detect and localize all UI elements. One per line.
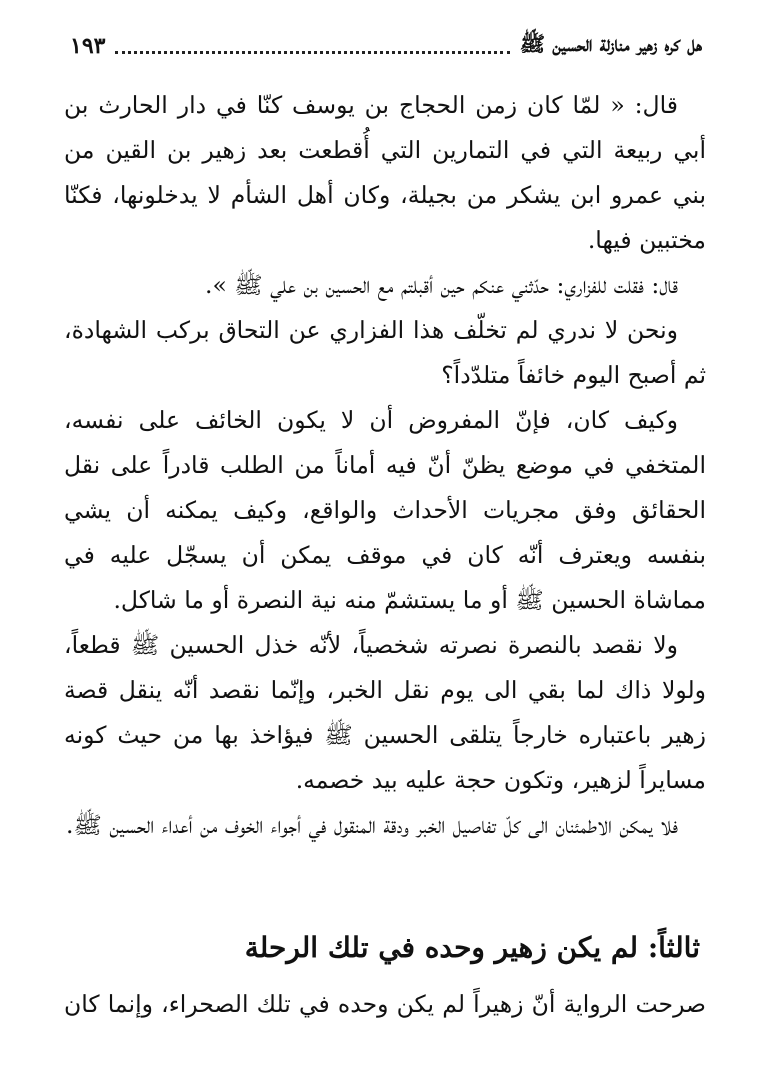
running-title: هل كره زهير منازلة الحسين ﷺ: [519, 30, 702, 56]
paragraph: قال: فقلت للفزاري: حدّثني عنكم حين أقبلتم مع الحسين بن علي ﷺ ».: [204, 271, 678, 299]
page-header: [70, 26, 702, 66]
paragraph: ولا نقصد بالنصرة نصرته شخصياً، لأنّه خذل الحسين ﷺ قطعاً، ولولا ذاك لما بقي الى يوم نقل الخبر، وإنّما نقصد أنّه ينقل قصة زهير باعتباره خارجاً يتلقى الحسين ﷺ فيؤاخذ بها من حيث كونه مسايراً لزهير، وتكون حجة عليه بيد خصمه.: [64, 631, 706, 794]
dotted-leader: [115, 51, 509, 54]
paragraph: قال: « لمّا كان زمن الحجاج بن يوسف كنّا في دار الحارث بن أبي ربيعة التي في التمارين التي أُقطعت بعد زهير بن القين من بني عمرو ابن يشكر من بجيلة، وكان أهل الشأم لا يدخلونها، فكنّا مختبين فيها.: [64, 91, 706, 254]
paragraph: وكيف كان، فإنّ المفروض أن لا يكون الخائف على نفسه، المتخفي في موضع يظنّ أنّ فيه أماناً من الطلب قادراً على نقل الحقائق وفق مجريات الأحداث والواقع، وكيف يمكنه أن يشي بنفسه ويعترف أنّه كان في موقف يمكن أن يسجّل عليه في مماشاة الحسين ﷺ أو ما يستشمّ منه نية النصرة أو ما شاكل.: [64, 406, 706, 614]
section-heading: ثالثاً: لم يكن زهير وحده في تلك الرحلة: [244, 931, 700, 964]
paragraph-start: صرحت الرواية أنّ زهيراً لم يكن وحده في تلك الصحراء، وإنما كان: [64, 990, 706, 1018]
paragraph: ونحن لا ندري لم تخلّف هذا الفزاري عن التحاق بركب الشهادة، ثم أصبح اليوم خائفاً متلدّداً؟: [64, 316, 706, 389]
body-text: [64, 83, 706, 848]
page-number: ١٩٣: [70, 33, 106, 59]
paragraph: فلا يمكن الاطمئنان الى كلّ تفاصيل الخبر ودقة المنقول في أجواء الخوف من أعداء الحسين ﷺ.: [66, 811, 678, 839]
